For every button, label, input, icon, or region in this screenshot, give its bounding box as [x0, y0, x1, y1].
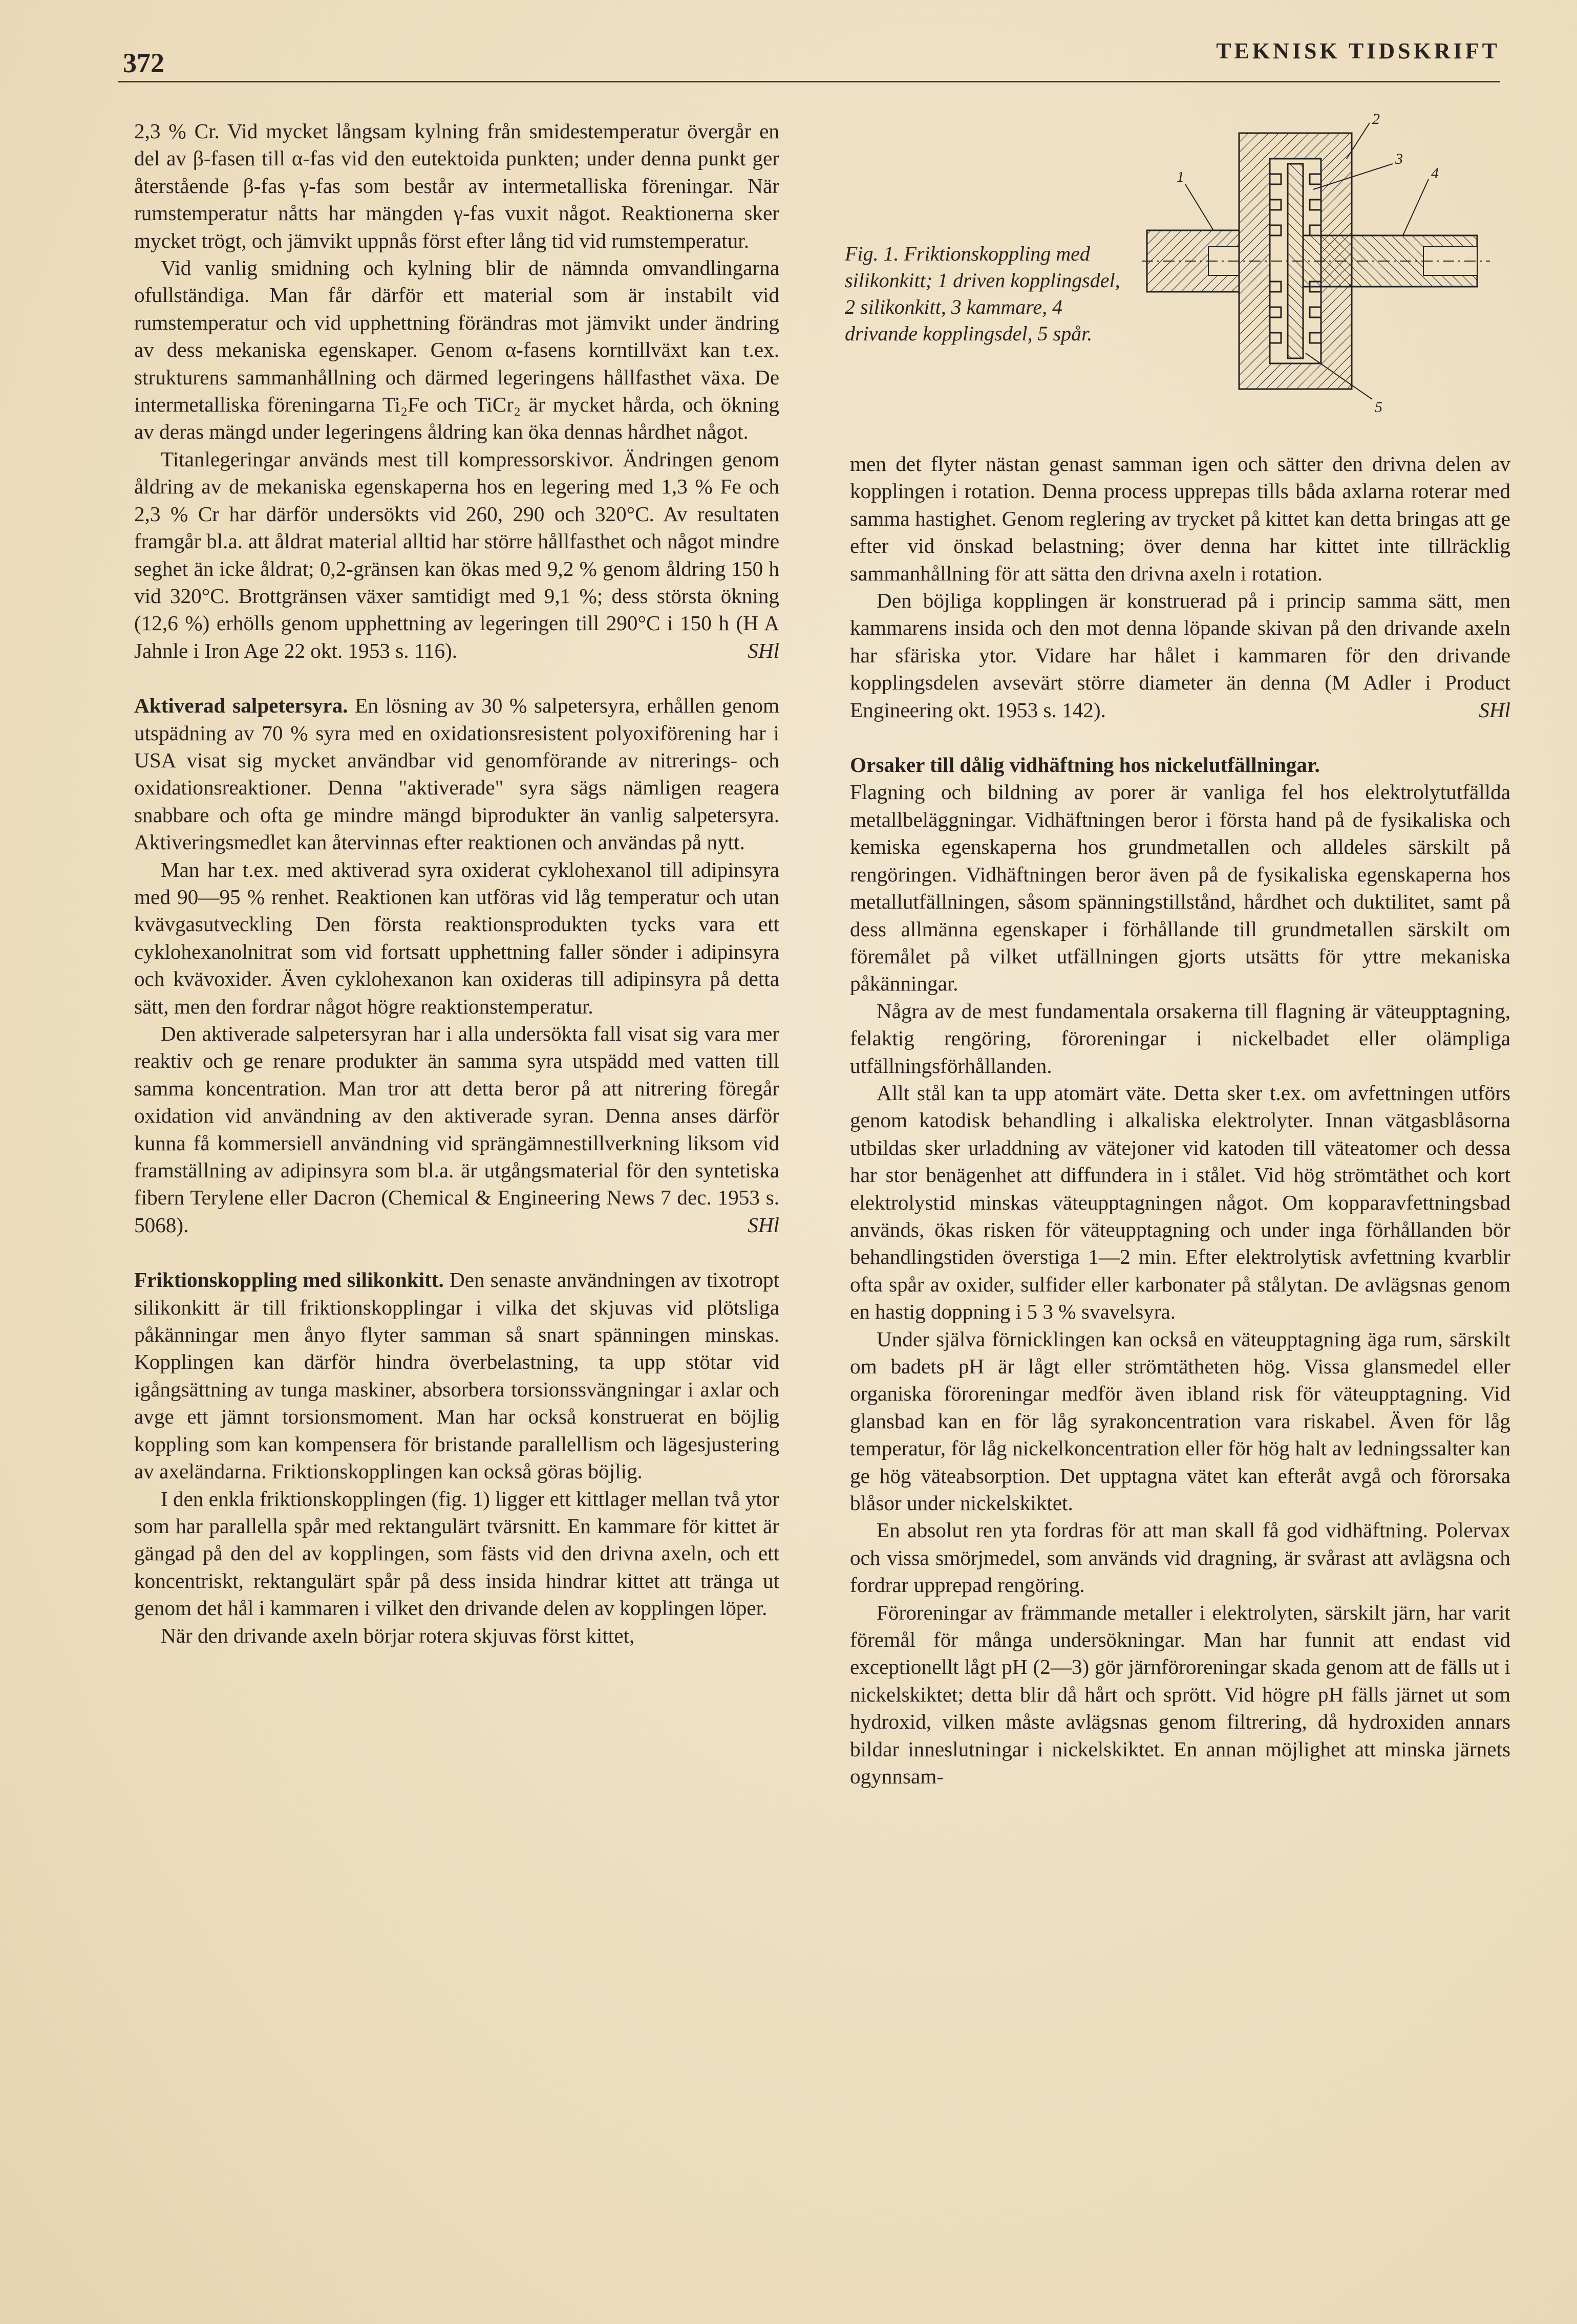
- paragraph: Flagning och bildning av porer är vanliga fel hos elektrolytutfällda metallbeläggningar. Vidhäftningen beror i första hand på de fysikaliska och kemiska egenskaperna hos grundmetallen och alldeles särskilt på rengöringen. Vidhäftningen beror även på de fysikaliska egenskaperna hos metallutfällningen, såsom spänningstillstånd, hårdhet och duktilitet, samt på dess allmänna egenskaper i förhållande till grundmetallen särskilt om föremålet på vilket utfällningen gjorts utsätts för yttre mekaniska påkänningar.: [850, 780, 1510, 996]
- paragraph: Man har t.ex. med aktiverad syra oxiderat cyklohexanol till adipinsyra med 90—95 % renhet. Reaktionen kan utföras vid låg temperatur och utan kvävgasutveckling Den första reaktionsprodukten tycks vara ett cyklohexanolnitrat som vid fortsatt upphettning faller sönder i adipinsyra och kvävoxider. Även cyklohexanon kan oxideras till adipinsyra på detta sätt, men den fordrar något högre reaktionstemperatur.: [134, 857, 779, 1018]
- signature: SHl: [748, 1213, 779, 1237]
- paragraph: 2,3 % Cr. Vid mycket långsam kylning från smidestemperatur övergår en del av β-fasen till α-fas vid den eutektoida punkten; under denna punkt ger återstående β-fas γ-fas som består av intermetalliska föreningar. När rumstemperatur nåtts har mängden γ-fas vuxit något. Reaktionerna sker mycket trögt, och jämvikt uppnås först efter lång tid vid rumstemperatur.: [134, 119, 779, 252]
- paragraph: Vid vanlig smidning och kylning blir de nämnda omvandlingarna ofullständiga. Man får därför ett material som är instabilt vid rumstemperatur och vid upphettning förändras mot jämvikt under ändring av dess mekaniska egenskaper. Genom α-fasens korntillväxt kan t.ex. strukturens sammanhållning och därmed legeringens hållfasthet växa. De intermetalliska föreningarna Ti₂Fe och TiCr₂ är mycket hårda, och ökning av deras mängd under legeringens åldring kan öka dennas hårdhet något.: [134, 256, 779, 444]
- header-rule: [118, 81, 1500, 82]
- paragraph-text: En lösning av 30 % salpetersyra, erhållen genom utspädning av 70 % syra med en oxidationsresistent polyoxiförening har i USA visat sig mycket användbar vid genomförande av nitrerings- och oxidationsreaktioner. Denna "aktiverade" syra sägs nämligen reagera snabbare och ofta ge mindre mängd biprodukter än vanlig salpetersyra. Aktiveringsmedlet kan återvinnas efter reaktionen och användas på nytt.: [134, 694, 780, 854]
- signature: SHl: [1479, 698, 1510, 722]
- article-heading: Aktiverad salpetersyra.: [134, 694, 348, 718]
- paragraph: En absolut ren yta fordras för att man skall få god vidhäftning. Polervax och vissa smörjmedel, som används vid dragning, är svårast att avlägsna och fordrar upprepad rengöring.: [850, 1518, 1510, 1597]
- figure-label-5: 5: [1375, 399, 1382, 416]
- paragraph: [850, 587, 1510, 724]
- paragraph: men det flyter nästan genast samman igen och sätter den drivna delen av kopplingen i rotation. Denna process upprepas tills båda axlarna roterar med samma hastighet. Genom reglering av trycket på kittet kan detta bringas att ge efter vid önskad belastning; över denna har kittet inte tillräcklig sammanhållning för att sätta den drivna axeln i rotation.: [850, 452, 1510, 585]
- figure-label-2: 2: [1372, 113, 1380, 127]
- figure-label-1: 1: [1177, 168, 1184, 185]
- paragraph-text: Titanlegeringar används mest till kompressorskivor. Ändringen genom åldring av de mekaniska egenskaperna hos en legering med 1,3 % Fe och 2,3 % Cr har därför undersökts vid 260, 290 och 320°C. Av resultaten framgår bl.a. att åldrat material alltid har större hållfasthet och något mindre seghet än icke åldrat; 0,2-gränsen kan ökas med 9,2 % genom åldring 150 h vid 320°C. Brottgränsen växer samtidigt med 9,1 %; dess största ökning (12,6 %) erhölls genom upphettning av legeringen till 290°C i 150 h (H A Jahnle i Iron Age 22 okt. 1953 s. 116).: [134, 447, 779, 662]
- paragraph: Allt stål kan ta upp atomärt väte. Detta sker t.ex. om avfettningen utförs genom katodisk behandling i alkaliska elektrolyter. Innan vätgasblåsorna utbildas sker urladdning av vätejoner vid katoden till väteatomer och dessa har stor benägenhet att diffundera in i stålet. Vid hög strömtäthet och kort elektrolystid minskas väteupptagningen något. Om kopparavfettningsbad används, ökas risken för väteupptagning och under inga förhållanden bör behandlingstiden överstiga 1—2 min. Efter elektrolytisk avfettning kvarblir ofta spår av oxider, sulfider eller karbonater på stålytan. De avlägsnas genom en hastig doppning i 5 3 % svavelsyra.: [850, 1081, 1510, 1324]
- coupling-diagram: [1137, 113, 1495, 420]
- paragraph: Föroreningar av främmande metaller i elektrolyten, särskilt järn, har varit föremål för många undersökningar. Man har funnit att endast vid exceptionellt lågt pH (2—3) gör järnföroreningar skada genom att de fälls ut i nickelskiktet; detta blir då hårt och sprött. Vid högre pH fälls järnet ut som hydroxid, vilken måste avlägsnas genom filtrering, då hydroxiden annars bildar inneslutningar i nickelskiktet. En annan möjlighet att minska järnets ogynnsam-: [850, 1600, 1510, 1789]
- paragraph: [134, 1020, 779, 1239]
- figure-label-4: 4: [1431, 165, 1439, 182]
- page-number: 372: [123, 48, 164, 78]
- figure-label-3: 3: [1395, 150, 1403, 167]
- article-heading: Friktionskoppling med silikonkitt.: [134, 1268, 444, 1292]
- paragraph-text: Den senaste användningen av tixotropt silikonkitt är till friktionskopplingar i vilka det skjuvas vid plötsliga påkänningar men ånyo flyter samman så snart spänningen minskas. Kopplingen kan därför hindra överbelastning, ta upp stötar vid igångsättning av tunga maskiner, absorbera torsionssvängningar i axlar och avge ett jämnt torsionsmoment. Man har också konstruerat en böjlig koppling som kan kompensera för bristande parallellism och lägesjustering av axeländarna. Friktionskopplingen kan också göras böjlig.: [134, 1268, 779, 1483]
- figure-coupling-diagram: [1137, 113, 1495, 420]
- paragraph: I den enkla friktionskopplingen (fig. 1) ligger ett kittlager mellan två ytor som har parallella spår med rektangulärt tvärsnitt. En kammare för kittet är gängad på den del av kopplingen, som fästs vid den drivna axeln, och ett koncentriskt, rektangulärt spår på dess insida hindrar kittet att tränga ut genom det hål i kammaren i vilket den drivande delen av kopplingen löper.: [134, 1487, 779, 1620]
- paragraph: [134, 446, 779, 664]
- paragraph-text: Den böjliga kopplingen är konstruerad på i princip samma sätt, men kammarens insida och den mot denna löpande skivan på den drivande axeln har sfäriska ytor. Vidare har hålet i kammaren för den drivande kopplingsdelen avsevärt större diameter än denna (M Adler i Product Engineering okt. 1953 s. 142).: [850, 589, 1510, 722]
- article-heading: Orsaker till dålig vidhäftning hos nickelutfällningar.: [850, 753, 1320, 777]
- figure-caption: Fig. 1. Friktionskoppling med silikonkitt; 1 driven kopplingsdel, 2 silikonkitt, 3 kammare, 4 drivande kopplingsdel, 5 spår.: [845, 242, 1120, 345]
- running-head: TEKNISK TIDSKRIFT: [1216, 38, 1500, 63]
- right-column: [850, 450, 1510, 1791]
- article-friction-coupling: [134, 1266, 779, 1485]
- signature: SHl: [748, 638, 779, 662]
- paragraph: Under själva förnicklingen kan också en väteupptagning äga rum, särskilt om badets pH är lågt eller strömtätheten hög. Vissa glansmedel eller organiska föroreningar medför även ibland risk för väteupptagning. Vid glansbad kan en för låg syrakoncentration vara riskabel. Även för låg temperatur, för låg nickelkoncentration eller för hög halt av ledningssalter kan ge hög väteabsorption. Det upptagna vätet kan efteråt avgå och förorsaka blåsor under nickelskiktet.: [850, 1327, 1510, 1515]
- paragraph: När den drivande axeln börjar rotera skjuvas först kittet,: [161, 1623, 635, 1647]
- article-nickel-adhesion: [850, 751, 1510, 779]
- left-column: [134, 118, 779, 1649]
- paragraph: Några av de mest fundamentala orsakerna till flagning är väteupptagning, felaktig rengöring, föroreningar i nickelbadet eller olämpliga utfällningsförhållanden.: [850, 999, 1510, 1078]
- paragraph-text: Den aktiverade salpetersyran har i alla undersökta fall visat sig vara mer reaktiv och ge renare produkter än samma syra utspädd med vatten till samma koncentration. Man tror att detta beror på att nitrering föregår oxidation vid användning av den aktiverade syran. Denna anses därför kunna få kommersiell användning vid sprängämnestillverkning liksom vid framställning av adipinsyra som bl.a. är utgångsmaterial för den syntetiska fibern Terylene eller Dacron (Chemical & Engineering News 7 dec. 1953 s. 5068).: [134, 1022, 779, 1237]
- article-activated-nitric-acid: [134, 692, 779, 856]
